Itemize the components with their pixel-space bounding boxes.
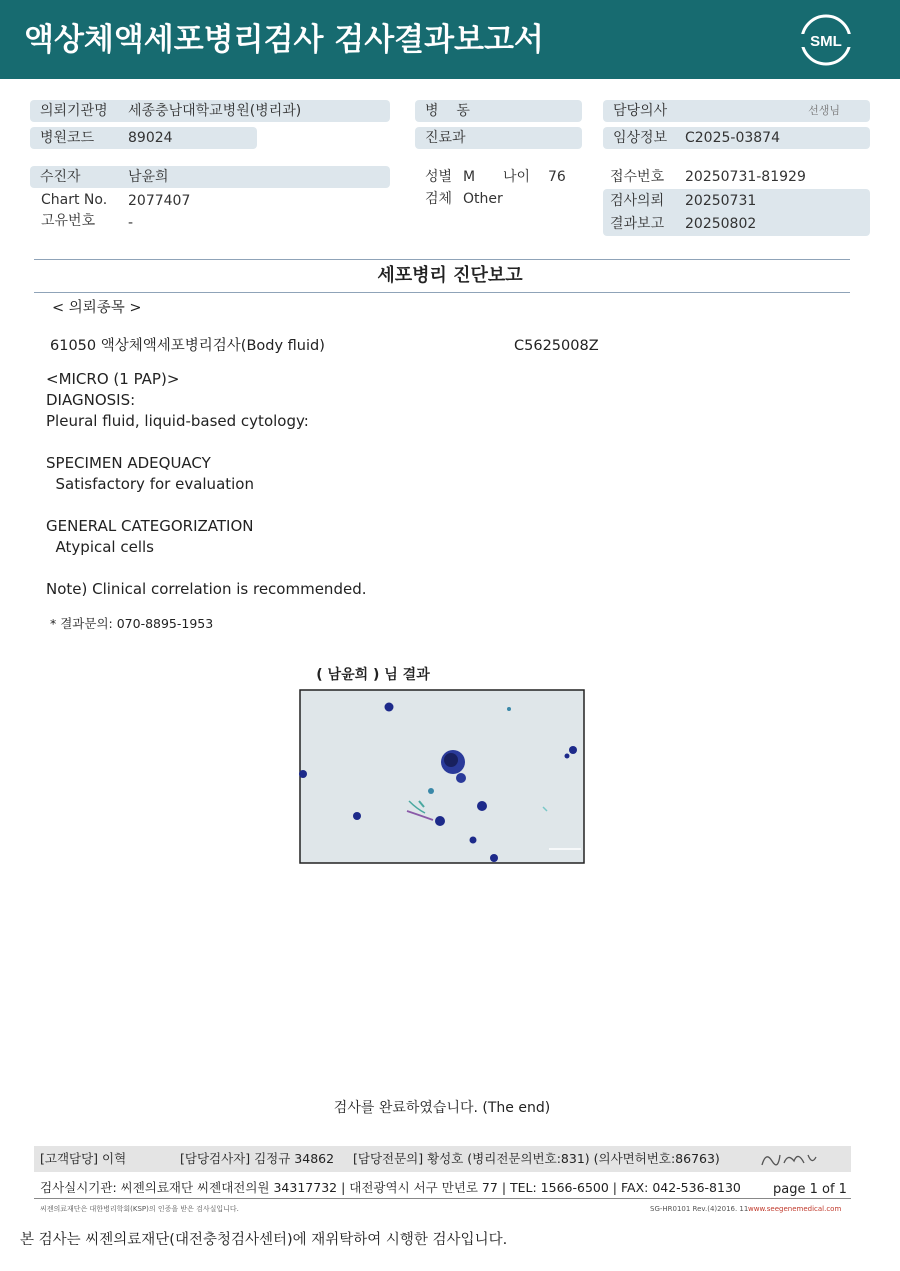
tester: [담당검사자] 김정규 34862 <box>180 1151 335 1166</box>
sex-value: M <box>463 169 476 185</box>
institution-value: 세종충남대학교병원(병리과) <box>128 103 302 119</box>
section-rule-top <box>34 259 850 260</box>
ward-row <box>415 100 582 122</box>
receipt-label: 접수번호 <box>610 169 665 185</box>
clinical-info-row <box>603 127 870 149</box>
report-date-label: 결과보고 <box>610 216 665 232</box>
request-value: 20250731 <box>685 193 757 209</box>
diagnosis-line: DIAGNOSIS: <box>46 391 136 409</box>
section-title: 세포병리 진단보고 <box>377 265 523 286</box>
categorization-value: Atypical cells <box>46 538 154 556</box>
signature <box>758 1147 820 1171</box>
specimen-desc-line: Pleural fluid, liquid-based cytology: <box>46 412 309 430</box>
note-line: Note) Clinical correlation is recommended. <box>46 580 367 598</box>
report-header <box>0 0 900 79</box>
receipt-value: 20250731-81929 <box>685 169 806 185</box>
item-code: 61050 액상체액세포병리검사(Body fluid) <box>50 338 325 354</box>
sml-logo-text: SML <box>810 33 842 50</box>
report-date-value: 20250802 <box>685 216 757 232</box>
specimen-value: Other <box>463 191 503 207</box>
customer-staff: [고객담당] 이혁 <box>40 1151 127 1166</box>
institution-label: 의뢰기관명 <box>40 103 108 119</box>
report-title: 액상체액세포병리검사 검사결과보고서 <box>24 22 544 58</box>
clinical-info-value: C2025-03874 <box>685 130 780 146</box>
cytology-image <box>299 689 585 864</box>
age-label: 나이 <box>503 169 531 185</box>
doctor-label: 담당의사 <box>613 103 668 119</box>
specialist: [담당전문의] 황성호 (병리전문의번호:831) (의사면허번호:86763) <box>353 1151 720 1166</box>
hospital-code-value: 89024 <box>128 130 173 146</box>
institution-row <box>30 100 390 122</box>
patient-row <box>30 166 390 188</box>
section-rule-bottom <box>34 292 850 293</box>
adequacy-value: Satisfactory for evaluation <box>46 475 254 493</box>
chart-value: 2077407 <box>128 193 191 209</box>
items-title: < 의뢰종목 > <box>52 300 142 316</box>
doc-code: SG-HR0101 Rev.(4)2016. 11 <box>650 1205 749 1213</box>
website: www.seegenemedical.com <box>748 1205 842 1213</box>
department-label: 진료과 <box>425 130 466 146</box>
sex-label: 성별 <box>425 169 453 185</box>
end-text: 검사를 완료하였습니다. (The end) <box>333 1100 551 1116</box>
hospital-code-row <box>30 127 257 149</box>
sml-logo <box>800 14 852 66</box>
hospital-code-label: 병원코드 <box>40 130 95 146</box>
footer-rule <box>34 1198 851 1199</box>
image-caption: ( 남윤희 ) 님 결과 <box>316 667 430 683</box>
request-label: 검사의뢰 <box>610 193 665 209</box>
item-id: C5625008Z <box>514 338 599 354</box>
age-value: 76 <box>548 169 566 185</box>
bottom-note: 본 검사는 씨젠의료재단(대전충청검사센터)에 재위탁하여 시행한 검사입니다. <box>20 1232 508 1248</box>
uid-value: - <box>128 215 134 231</box>
ksp-note: 씨젠의료재단은 대한병리학회(KSP)의 인증을 받은 검사실입니다. <box>40 1205 239 1213</box>
department-row <box>415 127 582 149</box>
patient-value: 남윤희 <box>128 169 169 185</box>
doctor-row <box>603 100 870 122</box>
uid-label: 고유번호 <box>41 213 96 229</box>
lab-info: 검사실시기관: 씨젠의료재단 씨젠대전의원 34317732 | 대전광역시 서구 만년로 77 | TEL: 1566-6500 | FAX: 042-536-8130 <box>40 1180 741 1195</box>
page-number: page 1 of 1 <box>773 1182 847 1197</box>
clinical-info-label: 임상정보 <box>613 130 668 146</box>
categorization-heading: GENERAL CATEGORIZATION <box>46 517 254 535</box>
ward-label: 병 동 <box>425 103 470 119</box>
chart-label: Chart No. <box>41 192 108 208</box>
doctor-suffix: 선생님 <box>808 104 840 117</box>
specimen-label: 검체 <box>425 191 453 207</box>
micro-line: <MICRO (1 PAP)> <box>46 370 180 388</box>
contact-line: * 결과문의: 070-8895-1953 <box>50 616 214 631</box>
adequacy-heading: SPECIMEN ADEQUACY <box>46 454 211 472</box>
patient-label: 수진자 <box>40 169 81 185</box>
